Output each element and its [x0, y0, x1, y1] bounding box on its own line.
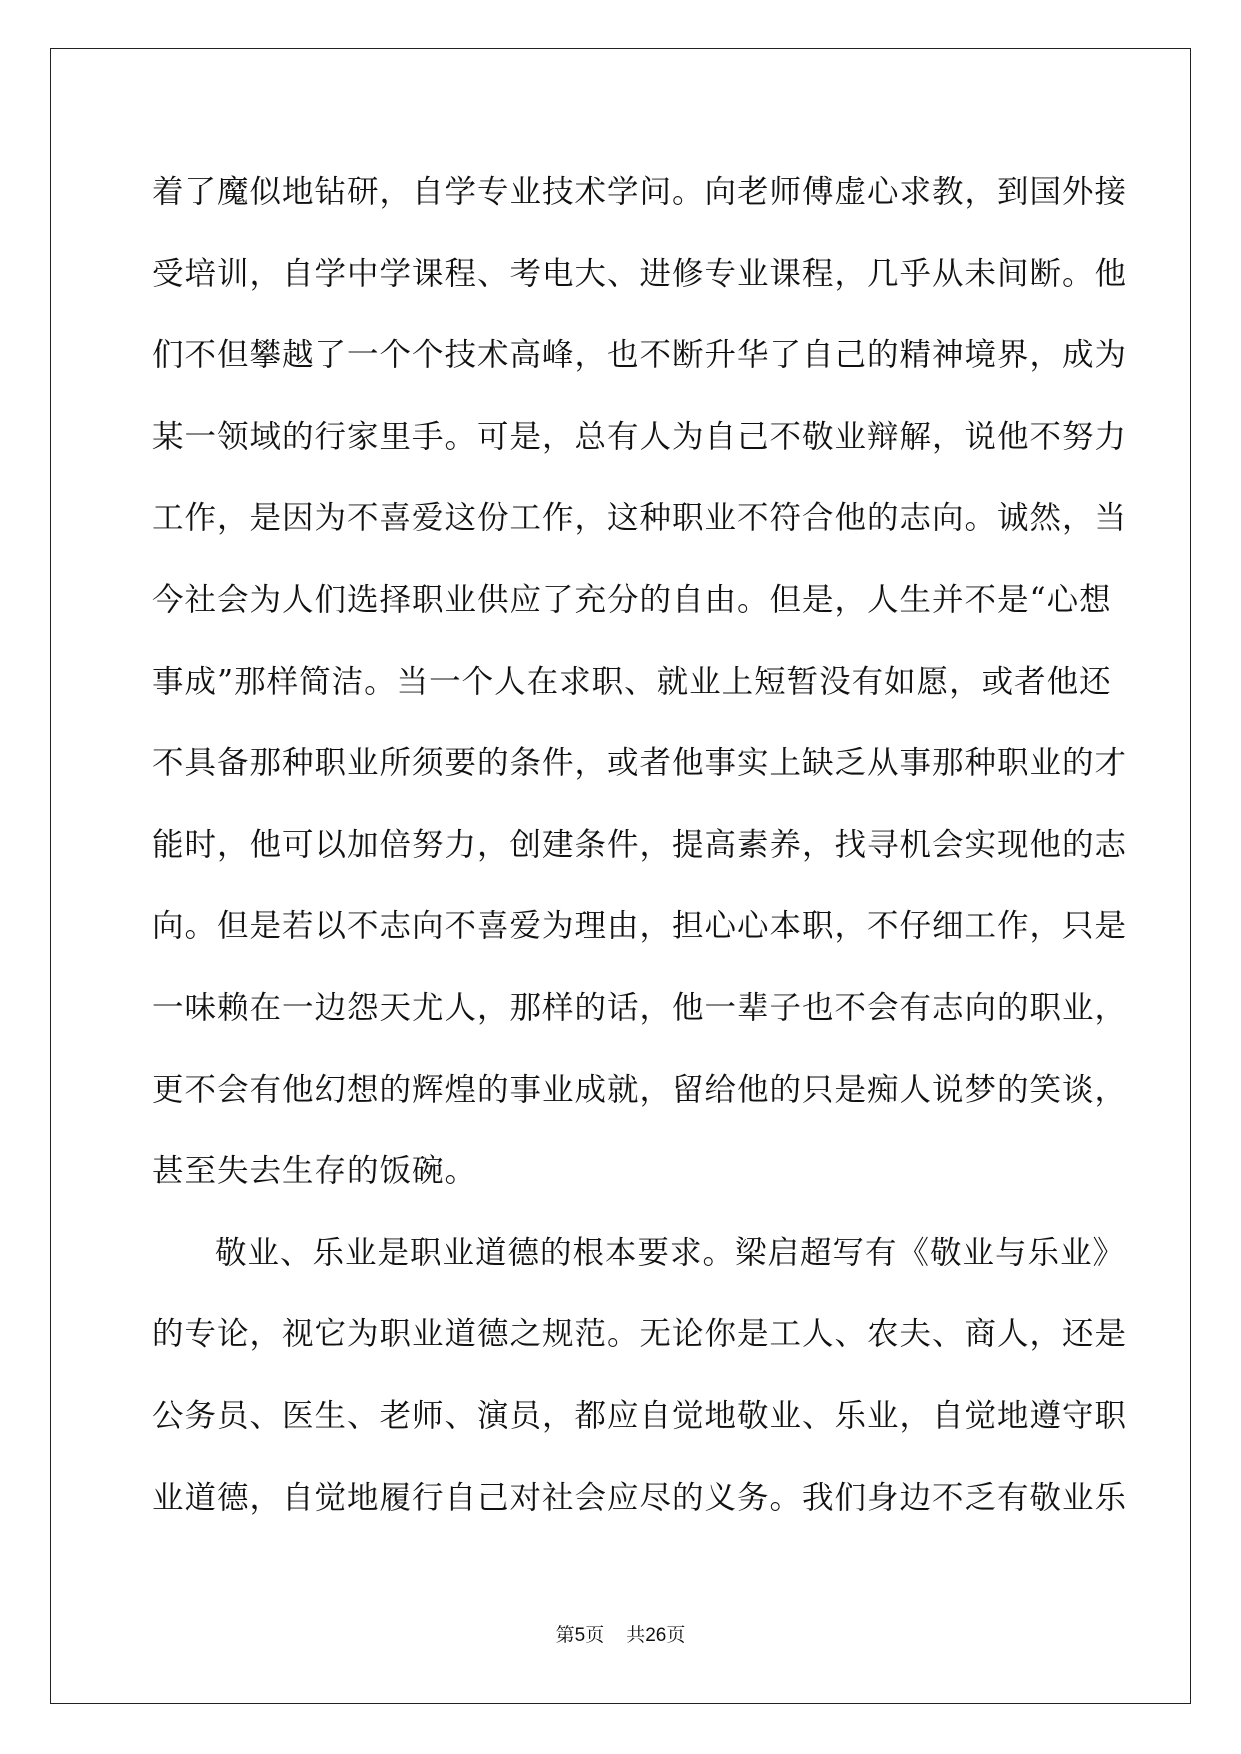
text-line: 敬业、乐业是职业道德的根本要求。梁启超写有《敬业与乐业》 — [215, 1234, 1126, 1271]
text-line: 不具备那种职业所须要的条件，或者他事实上缺乏从事那种职业的才 — [152, 745, 1128, 782]
page-prefix: 第 — [555, 1624, 575, 1646]
page-number: 5 — [574, 1625, 586, 1646]
text-line: 的专论，视它为职业道德之规范。无论你是工人、农夫、商人，还是 — [152, 1316, 1128, 1353]
text-line: 能时，他可以加倍努力，创建条件，提高素养，找寻机会实现他的志 — [152, 826, 1128, 863]
page-footer — [0, 1620, 1241, 1647]
text-line: 甚至失去生存的饭碗。 — [152, 1153, 478, 1190]
text-line: 一味赖在一边怨天尤人，那样的话，他一辈子也不会有志向的职业， — [152, 989, 1128, 1026]
text-line: 着了魔似地钻研，自学专业技术学问。向老师傅虚心求教，到国外接 — [152, 174, 1128, 210]
text-line: 们不但攀越了一个个技术高峰，也不断升华了自己的精神境界，成为 — [152, 337, 1128, 374]
total-prefix: 共 — [626, 1624, 646, 1646]
text-line: 工作，是因为不喜爱这份工作，这种职业不符合他的志向。诚然，当 — [152, 500, 1128, 537]
text-line: 向。但是若以不志向不喜爱为理由，担心心本职，不仔细工作，只是 — [152, 908, 1128, 945]
total-suffix: 页 — [666, 1624, 686, 1646]
text-line: 某一领域的行家里手。可是，总有人为自己不敬业辩解，说他不努力 — [152, 418, 1128, 455]
text-line: 业道德，自觉地履行自己对社会应尽的义务。我们身边不乏有敬业乐 — [152, 1479, 1128, 1516]
text-line: 更不会有他幻想的辉煌的事业成就，留给他的只是痴人说梦的笑谈， — [152, 1071, 1128, 1108]
text-line: 公务员、医生、老师、演员，都应自觉地敬业、乐业，自觉地遵守职 — [152, 1397, 1128, 1434]
document-body — [152, 152, 1128, 1539]
text-line: 事成”那样简洁。当一个人在求职、就业上短暂没有如愿，或者他还 — [152, 663, 1112, 700]
paragraph-1 — [152, 152, 1128, 1213]
total-pages: 26 — [645, 1625, 667, 1646]
page-suffix: 页 — [585, 1624, 605, 1646]
text-line: 今社会为人们选择职业供应了充分的自由。但是，人生并不是“心想 — [152, 581, 1112, 618]
paragraph-2 — [152, 1213, 1128, 1539]
text-line: 受培训，自学中学课程、考电大、进修专业课程，几乎从未间断。他 — [152, 255, 1128, 292]
